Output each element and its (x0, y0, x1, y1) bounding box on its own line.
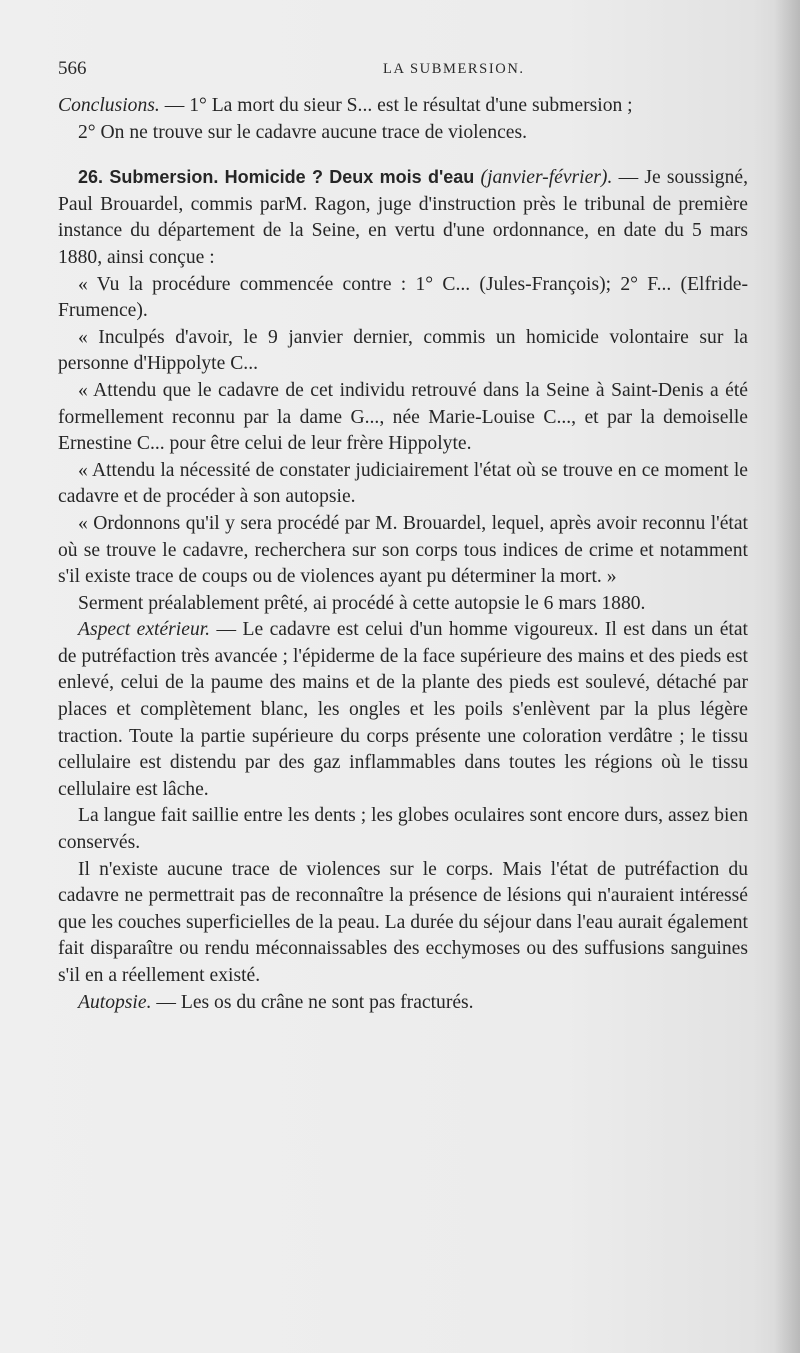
aspect-label: Aspect extérieur. (78, 619, 211, 641)
tongue-paragraph: La langue fait saillie entre les dents ; les globes oculaires sont encore durs, assez bien conservés. (58, 805, 748, 854)
ordinance-paragraph-5: « Ordonnons qu'il y sera procédé par M. Brouardel, lequel, après avoir reconnu l'état où se trouve le cadavre, recherchera sur son corps tous indices de crime et notamment s'il existe trace de coups ou de violences ayant pu déterminer la mort. » (58, 512, 748, 588)
case-number: 26. (78, 167, 104, 188)
oath-paragraph: Serment préalablement prêté, ai procédé à cette autopsie le 6 mars 1880. (78, 592, 646, 614)
autopsie-paragraph (58, 990, 748, 1017)
page-edge-shadow (774, 0, 800, 1353)
aspect-paragraph (58, 617, 748, 803)
conclusions-label: Conclusions. (58, 95, 160, 116)
autopsie-label: Autopsie. (78, 991, 152, 1013)
autopsie-text: — Les os du crâne ne sont pas fracturés. (151, 991, 474, 1013)
case-intro: — Je soussigné, Paul Brouardel, commis parM. Ragon, juge d'instruction près le tribunal de première instance du département de la Seine, en vertu d'une ordonnance, en date du 5 mars 1880, ainsi conçue : (58, 167, 748, 268)
body-text (58, 93, 748, 1016)
ordinance-paragraph-1: « Vu la procédure commencée contre : 1° C... (Jules-François); 2° F... (Elfride-Frumence). (58, 273, 748, 322)
violence-paragraph: Il n'existe aucune trace de violences sur le corps. Mais l'état de putréfaction du cadavre ne permettrait pas de reconnaître la présence de lésions qui n'auraient intéressé que les couches superficielles de la peau. La durée du séjour dans l'eau aurait également fait disparaître ou rendu méconnaissables des ecchymoses ou des suffusions sanguines s'il en a réellement existé. (58, 858, 748, 986)
conclusions-paragraph (58, 93, 748, 120)
ordinance-paragraph-4: « Attendu la nécessité de constater judiciairement l'état où se trouve en ce moment le cadavre et de procéder à son autopsie. (58, 459, 748, 508)
case-heading-paragraph (58, 164, 748, 271)
case-date-range: (janvier-février). (480, 167, 613, 189)
running-title: LA SUBMERSION. (383, 61, 525, 77)
ordinance-paragraph-3: « Attendu que le cadavre de cet individu retrouvé dans la Seine à Saint-Denis a été formellement reconnu par la dame G..., née Marie-Louise C..., et par la demoiselle Ernestine C... pour être celui de leur frère Hippolyte. (58, 379, 748, 455)
conclusions-line-1: — 1° La mort du sieur S... est le résultat d'une submersion ; (159, 95, 633, 116)
case-heading: Submersion. Homicide ? Deux mois d'eau (103, 167, 481, 188)
ordinance-paragraph-2: « Inculpés d'avoir, le 9 janvier dernier, commis un homicide volontaire sur la personne d'Hippolyte C... (58, 326, 748, 375)
aspect-text: — Le cadavre est celui d'un homme vigoureux. Il est dans un état de putréfaction très avancée ; l'épiderme de la face supérieure des mains et des pieds est enlevé, celui de la paume des mains et de la plante des pieds est soulevé, détaché par places et complètement blanc, les ongles et les poils s'enlèvent par la plus légère traction. Toute la partie supérieure du corps présente une coloration verdâtre ; le tissu cellulaire est distendu par des gaz inflammables dans toutes les régions où le tissu cellulaire est lâche. (58, 619, 749, 800)
page-header (58, 58, 738, 82)
page-number: 566 (58, 58, 87, 79)
conclusions-line-2: 2° On ne trouve sur le cadavre aucune trace de violences. (78, 121, 528, 143)
